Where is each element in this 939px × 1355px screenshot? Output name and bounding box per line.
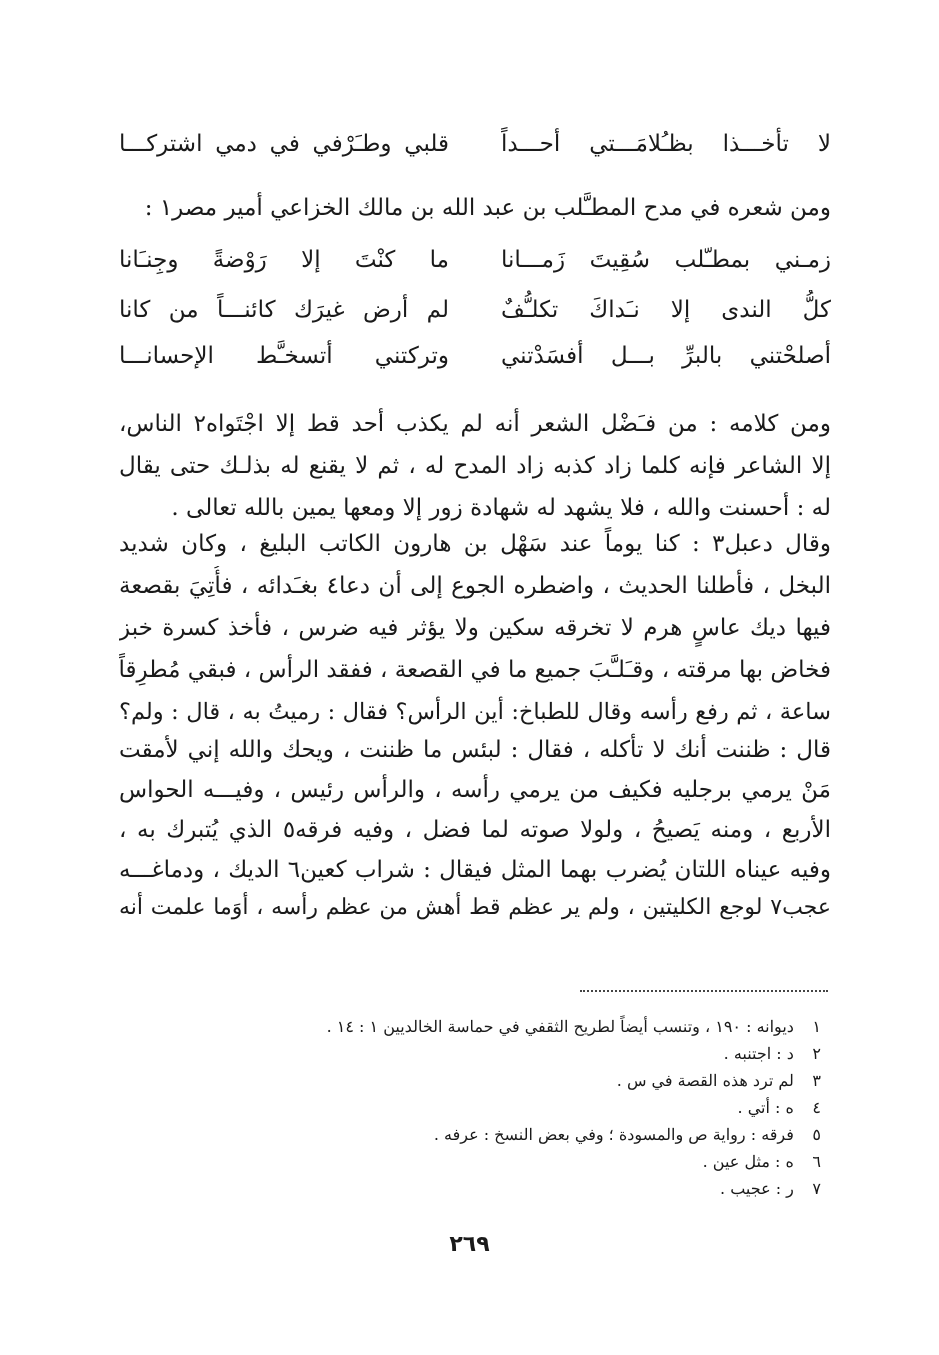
footnote-text: فرقه : رواية ص والمسودة ؛ وفي بعض النسخ : عرفه . [433, 1125, 794, 1144]
poem-verse [119, 240, 831, 280]
footnote-text: ه : أتي . [737, 1098, 794, 1117]
verse-hemistich-second: قلبي وطـَرْفي في دمي اشتركـــا [119, 131, 449, 157]
paragraph-line: له : أحسنت والله ، فلا يشهد له شهادة زور إلا ومعها يمين بالله تعالى . [171, 495, 831, 521]
paragraph-line: وفيه عيناه اللتان يُضرب بهما المثل فيقال : شراب كعين٦ الديك ، ودماغـــه [119, 857, 831, 883]
paragraph-line: ومن كلامه : من فـَضْل الشعر أنه لم يكذب أحد قط إلا اجْتَواه٢ الناس، [119, 411, 831, 437]
poem-verse [119, 336, 831, 376]
page-number: ٢٦٩ [449, 1232, 490, 1257]
paragraph-line: الأربع ، ومنه يَصيحُ ، ولولا صوته لما فضل ، وفيه فرقه٥ الذي يُتبرك به ، [119, 817, 831, 843]
footnote [617, 1068, 821, 1093]
verse-hemistich-second: وتركتني أتسخـَّط الإحسانـــا [119, 343, 449, 369]
verse-hemistich-second: لم أرض غيرَك كائنـــاً من كانا [119, 297, 449, 323]
footnote [724, 1041, 821, 1066]
verse-hemistich-first: كلُّ الندى إلا نـَداكَ تكلـُّفٌ [501, 297, 831, 323]
footnote [703, 1149, 821, 1174]
footnote-separator [580, 990, 828, 992]
footnote-text: ه : مثل عين . [702, 1152, 794, 1171]
paragraph-line: قال : ظننت أنك لا تأكله ، فقال : لبئس ما ظننت ، ويحك والله إني لأمقت [119, 737, 831, 763]
paragraph-line: فخاض بها مرقته ، وقـَلـَّبَ جميع ما في القصعة ، ففقد الرأس ، فبقي مُطرِقاً [119, 657, 831, 683]
footnote-number: ١ [812, 1017, 821, 1036]
intro-line: ومن شعره في مدح المطـَّلب بن عبد الله بن مالك الخزاعي أمير مصر١ : [144, 195, 831, 221]
footnote [327, 1014, 821, 1039]
footnote-number: ٣ [812, 1071, 821, 1090]
paragraph-line: عجب٧ لوجع الكليتين ، ولم ير عظم قط أهش من عظم رأسه ، أوَما علمت أنه [119, 895, 831, 920]
footnote [720, 1176, 821, 1201]
footnote [434, 1122, 821, 1147]
paragraph-line: ساعة ، ثم رفع رأسه وقال للطباخ: أين الرأس؟ فقال : رميتُ به ، قال : ولم؟ [119, 699, 831, 725]
verse-top [119, 124, 831, 164]
footnote-text: د : اجتنبه . [723, 1044, 794, 1063]
footnote-text: ر : عجيب . [720, 1179, 794, 1198]
paragraph-line: البخل ، فأطلنا الحديث ، واضطره الجوع إلى أن دعا٤ بغـَدائه ، فأُتِيَ بقصعة [119, 573, 831, 599]
footnote-number: ٥ [812, 1125, 821, 1144]
verse-hemistich-first: أصلحْتني بالبرِّ بـــل أفسَدْتني [501, 343, 831, 369]
verse-hemistich-first: زمـني بمطـّلب سُقِيتَ زَمـــانا [501, 247, 831, 273]
footnote-number: ٦ [812, 1152, 821, 1171]
paragraph-line: فيها ديك عاسٍ هرم لا تخرقه سكين ولا يؤثر فيه ضرس ، فأخذ كسرة خبز [119, 615, 831, 641]
footnote-number: ٢ [812, 1044, 821, 1063]
footnote-number: ٧ [812, 1179, 821, 1198]
footnote-text: ديوانه : ١٩٠ ، وتنسب أيضاً لطريح الثقفي في حماسة الخالديين ١ : ١٤ . [326, 1017, 794, 1036]
poem-verse [119, 290, 831, 330]
verse-hemistich-first: لا تأخـــذا بظـُلامَـــتي أحـــداً [501, 131, 831, 157]
verse-hemistich-second: ما كنْتَ إلا رَوْضةً وجِنـَانا [119, 247, 449, 273]
paragraph-line: إلا الشاعر فإنه كلما زاد كذبه زاد المدح له ، ثم لا يقنع له بذلـك حتى يقال [119, 453, 831, 479]
footnote [738, 1095, 821, 1120]
paragraph-line: مَنْ يرمي برجليه فكيف من يرمي رأسه ، والرأس رئيس ، وفيـــه الحواس [119, 777, 831, 803]
footnote-number: ٤ [812, 1098, 821, 1117]
paragraph-line: وقال دعبل٣ : كنا يوماً عند سَهْل بن هارون الكاتب البليغ ، وكان شديد [119, 531, 831, 557]
footnote-text: لم ترد هذه القصة في س . [616, 1071, 794, 1090]
